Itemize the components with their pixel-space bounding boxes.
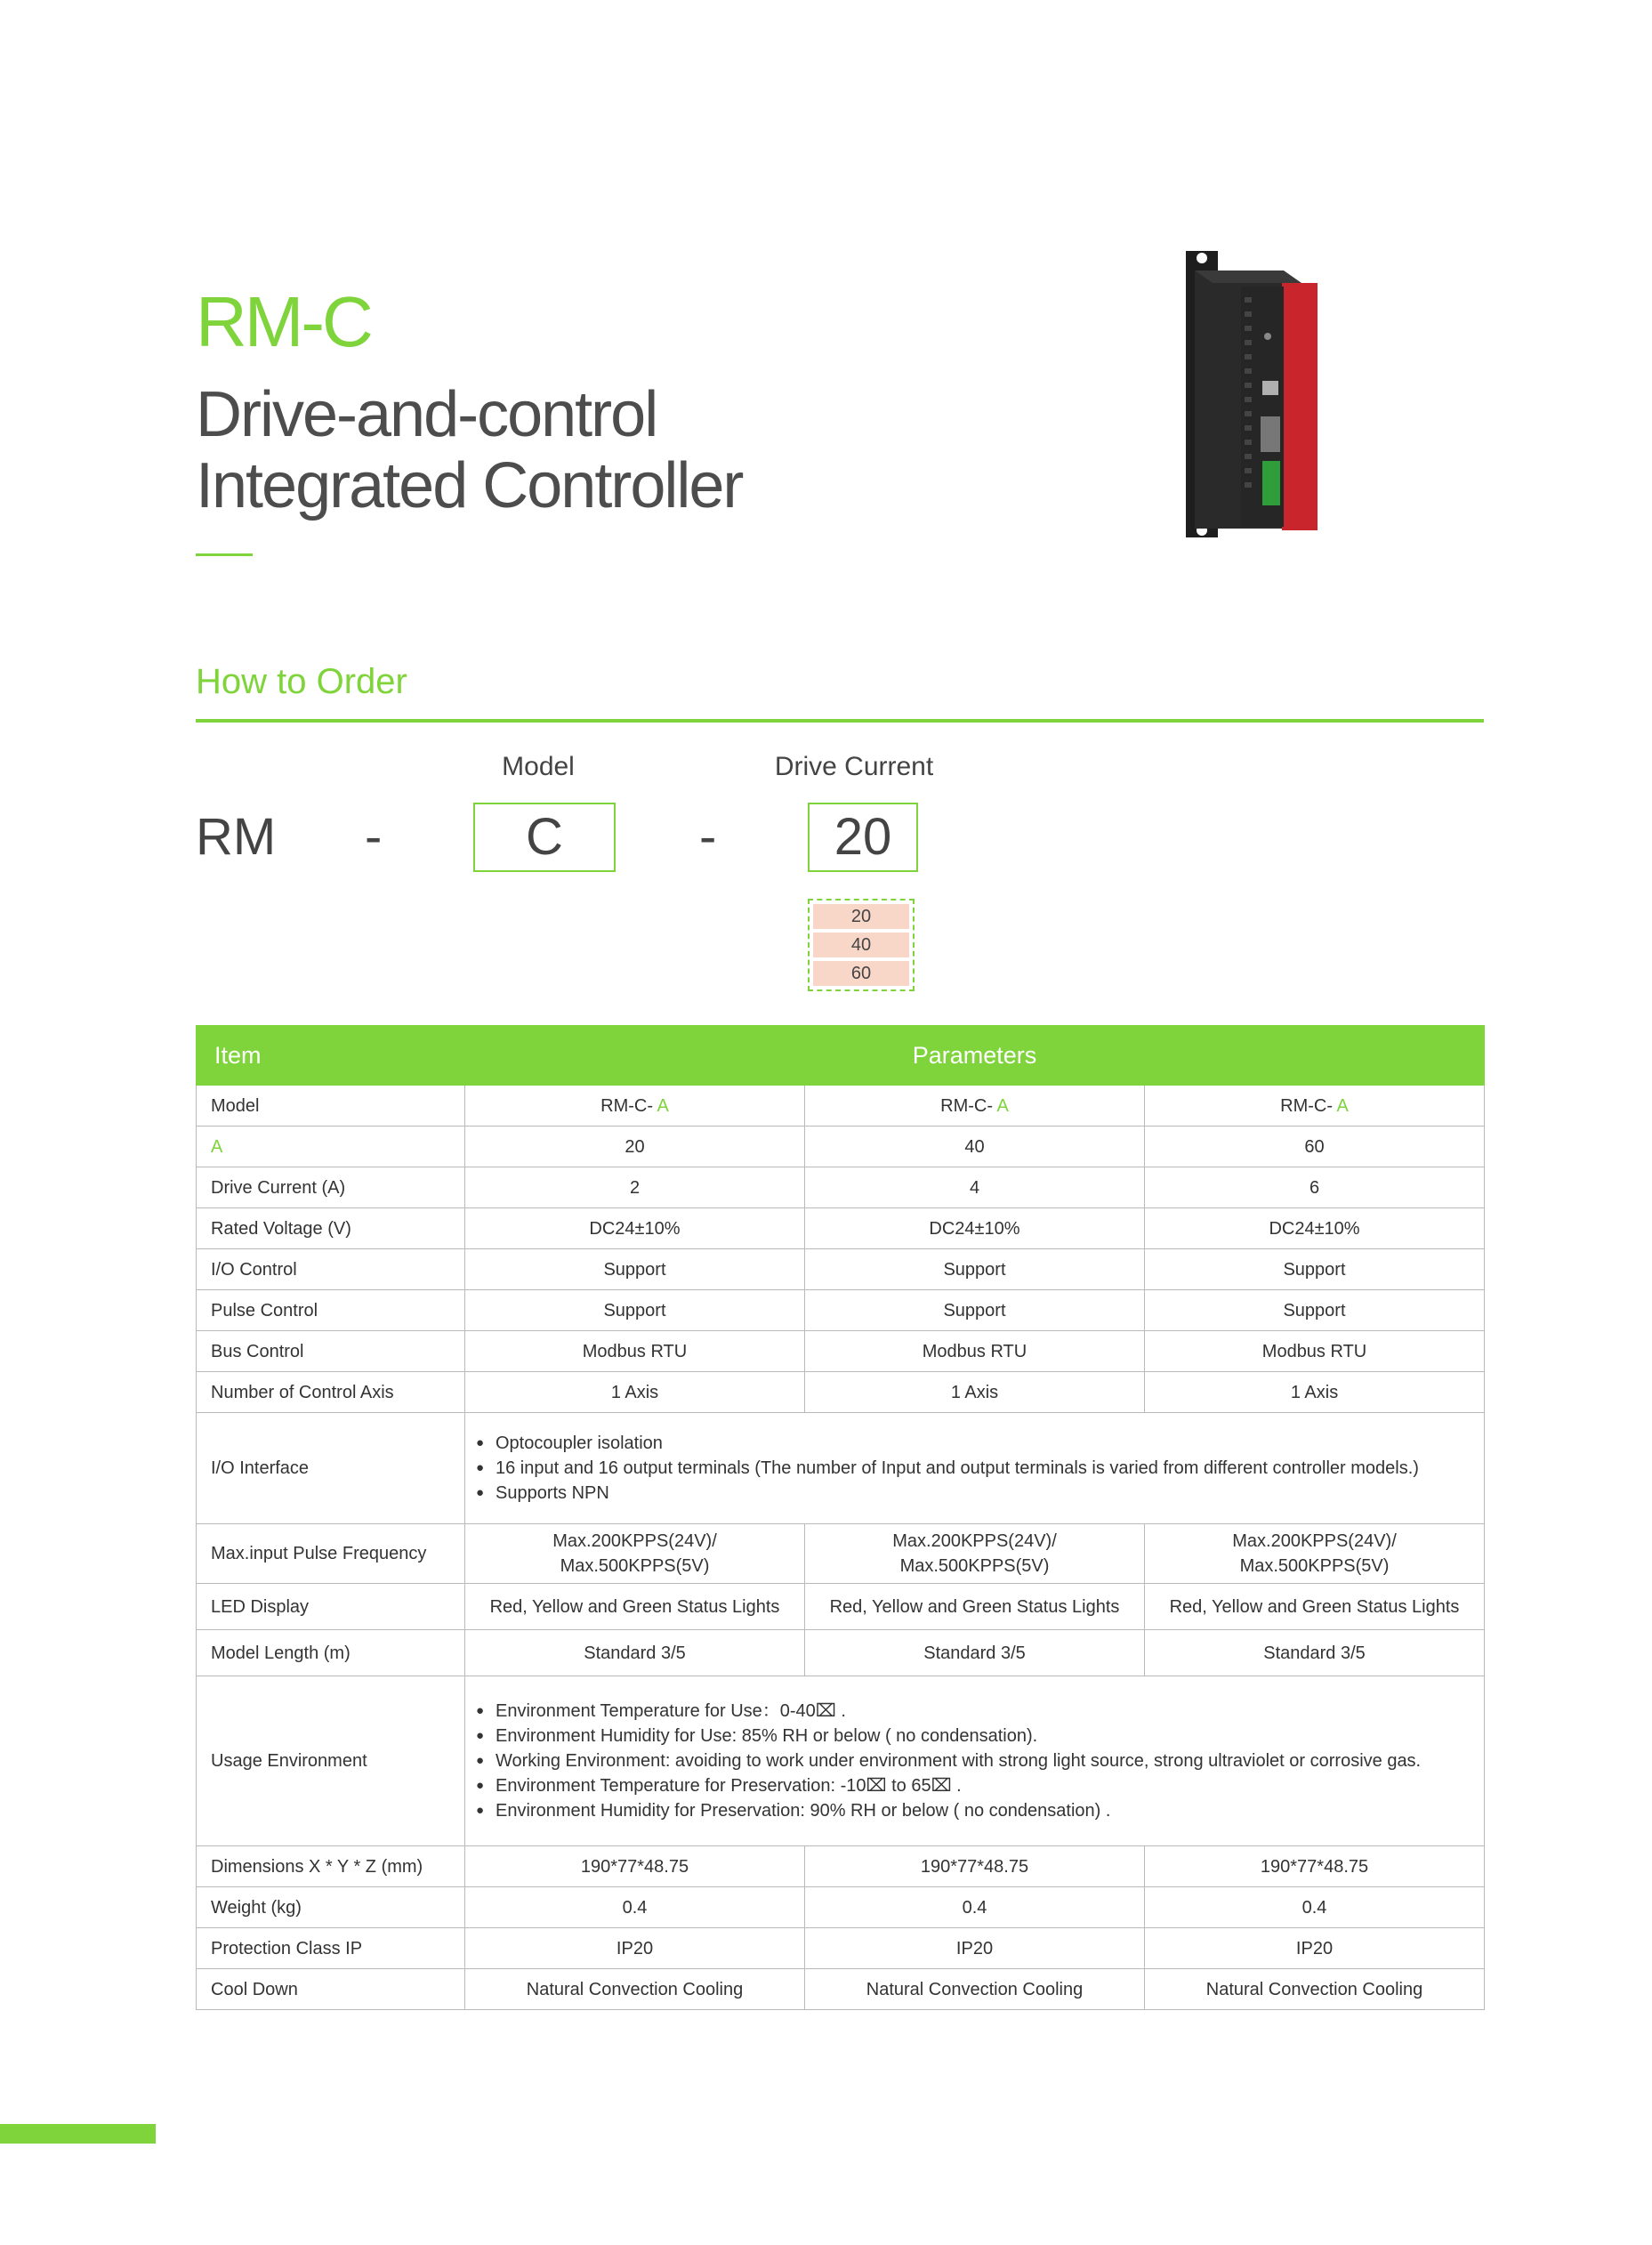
row-label: Rated Voltage (V)	[197, 1208, 465, 1249]
section-title-how-to-order: How to Order	[196, 662, 407, 701]
table-cell: 0.4	[805, 1887, 1145, 1928]
order-dash-2: -	[699, 808, 717, 866]
page-title-line2: Integrated Controller	[196, 450, 743, 521]
row-label: Bus Control	[197, 1331, 465, 1372]
spec-table	[196, 1025, 1485, 2010]
table-cell: IP20	[1145, 1928, 1485, 1969]
table-row	[197, 1887, 1485, 1928]
row-label: A	[197, 1127, 465, 1167]
table-row	[197, 1584, 1485, 1630]
drive-current-option: 60	[813, 961, 909, 986]
table-cell: Max.200KPPS(24V)/ Max.500KPPS(5V)	[465, 1524, 805, 1584]
table-cell: DC24±10%	[1145, 1208, 1485, 1249]
table-row	[197, 1846, 1485, 1887]
list-item: ● Optocoupler isolation	[476, 1431, 1473, 1456]
row-label: Weight (kg)	[197, 1887, 465, 1928]
table-cell: Support	[1145, 1249, 1485, 1290]
table-row	[197, 1290, 1485, 1331]
table-cell: IP20	[465, 1928, 805, 1969]
model-label: Model	[502, 752, 575, 781]
table-cell: 4	[805, 1167, 1145, 1208]
table-row	[197, 1524, 1485, 1584]
order-prefix: RM	[196, 808, 277, 866]
row-label: Protection Class IP	[197, 1928, 465, 1969]
table-row	[197, 1249, 1485, 1290]
list-item: ● Supports NPN	[476, 1481, 1473, 1506]
drive-current-options	[808, 899, 915, 991]
table-cell: Support	[805, 1290, 1145, 1331]
model-title: RM-C	[196, 282, 371, 361]
table-row	[197, 1167, 1485, 1208]
table-row	[197, 1969, 1485, 2010]
table-row	[197, 1086, 1485, 1127]
table-header-row	[197, 1026, 1485, 1086]
footer-accent-bar	[0, 2124, 156, 2144]
row-label: LED Display	[197, 1584, 465, 1630]
drive-current-option: 20	[813, 904, 909, 929]
row-label: Usage Environment	[197, 1676, 465, 1846]
row-label: Drive Current (A)	[197, 1167, 465, 1208]
table-cell: Modbus RTU	[465, 1331, 805, 1372]
row-label: Pulse Control	[197, 1290, 465, 1331]
table-cell: 190*77*48.75	[1145, 1846, 1485, 1887]
title-underline	[196, 553, 253, 556]
section-divider	[196, 719, 1484, 723]
list-item: ● Environment Humidity for Preservation: 90% RH or below ( no condensation) .	[476, 1798, 1473, 1823]
table-cell: 190*77*48.75	[465, 1846, 805, 1887]
table-row	[197, 1676, 1485, 1846]
drive-current-label: Drive Current	[774, 752, 934, 781]
table-row	[197, 1928, 1485, 1969]
table-cell: Support	[1145, 1290, 1485, 1331]
list-item: ● Environment Temperature for Preservation: -10⌧ to 65⌧ .	[476, 1773, 1473, 1798]
drive-current-box: 20	[808, 803, 918, 872]
table-row	[197, 1208, 1485, 1249]
row-label: I/O Control	[197, 1249, 465, 1290]
table-cell: RM-C- A	[805, 1086, 1145, 1127]
table-cell: Natural Convection Cooling	[465, 1969, 805, 2010]
drive-current-option: 40	[813, 933, 909, 957]
row-label: Dimensions X * Y * Z (mm)	[197, 1846, 465, 1887]
row-label: Model Length (m)	[197, 1630, 465, 1676]
table-cell: 1 Axis	[805, 1372, 1145, 1413]
table-cell: 40	[805, 1127, 1145, 1167]
header-item: Item	[197, 1026, 465, 1086]
table-cell: 6	[1145, 1167, 1485, 1208]
model-code-box: C	[473, 803, 616, 872]
table-cell: Support	[465, 1290, 805, 1331]
table-cell: 1 Axis	[1145, 1372, 1485, 1413]
row-label: Number of Control Axis	[197, 1372, 465, 1413]
table-cell: 60	[1145, 1127, 1485, 1167]
table-cell: 0.4	[1145, 1887, 1485, 1928]
table-cell: DC24±10%	[805, 1208, 1145, 1249]
product-image	[1186, 247, 1328, 545]
table-cell: Red, Yellow and Green Status Lights	[1145, 1584, 1485, 1630]
table-cell: Modbus RTU	[1145, 1331, 1485, 1372]
table-cell: Support	[465, 1249, 805, 1290]
table-row	[197, 1372, 1485, 1413]
row-label: Cool Down	[197, 1969, 465, 2010]
row-label: Model	[197, 1086, 465, 1127]
table-cell: Support	[805, 1249, 1145, 1290]
header-parameters: Parameters	[465, 1026, 1485, 1086]
table-cell: DC24±10%	[465, 1208, 805, 1249]
table-cell: Natural Convection Cooling	[805, 1969, 1145, 2010]
page-title-line1: Drive-and-control	[196, 379, 657, 450]
table-row	[197, 1127, 1485, 1167]
list-item: ● Environment Humidity for Use: 85% RH or below ( no condensation).	[476, 1724, 1473, 1748]
table-cell: Max.200KPPS(24V)/ Max.500KPPS(5V)	[805, 1524, 1145, 1584]
table-cell: 1 Axis	[465, 1372, 805, 1413]
row-label: I/O Interface	[197, 1413, 465, 1524]
table-cell: RM-C- A	[1145, 1086, 1485, 1127]
table-cell	[465, 1676, 1485, 1846]
table-cell: 190*77*48.75	[805, 1846, 1145, 1887]
table-cell: 2	[465, 1167, 805, 1208]
table-cell: Standard 3/5	[465, 1630, 805, 1676]
list-item: ● 16 input and 16 output terminals (The number of Input and output terminals is varied from different controller models.)	[476, 1456, 1473, 1481]
table-cell	[465, 1413, 1485, 1524]
list-item: ● Environment Temperature for Use：0-40⌧ .	[476, 1699, 1473, 1724]
table-cell: 20	[465, 1127, 805, 1167]
table-cell: IP20	[805, 1928, 1145, 1969]
table-cell: Modbus RTU	[805, 1331, 1145, 1372]
table-row	[197, 1630, 1485, 1676]
list-item: ● Working Environment: avoiding to work under environment with strong light source, strong ultraviolet or corrosive gas.	[476, 1748, 1473, 1773]
table-cell: RM-C- A	[465, 1086, 805, 1127]
table-cell: Natural Convection Cooling	[1145, 1969, 1485, 2010]
table-row	[197, 1413, 1485, 1524]
table-cell: Max.200KPPS(24V)/ Max.500KPPS(5V)	[1145, 1524, 1485, 1584]
table-cell: 0.4	[465, 1887, 805, 1928]
table-cell: Standard 3/5	[805, 1630, 1145, 1676]
row-label: Max.input Pulse Frequency	[197, 1524, 465, 1584]
table-cell: Red, Yellow and Green Status Lights	[805, 1584, 1145, 1630]
table-cell: Red, Yellow and Green Status Lights	[465, 1584, 805, 1630]
table-row	[197, 1331, 1485, 1372]
table-cell: Standard 3/5	[1145, 1630, 1485, 1676]
order-dash-1: -	[365, 808, 383, 866]
